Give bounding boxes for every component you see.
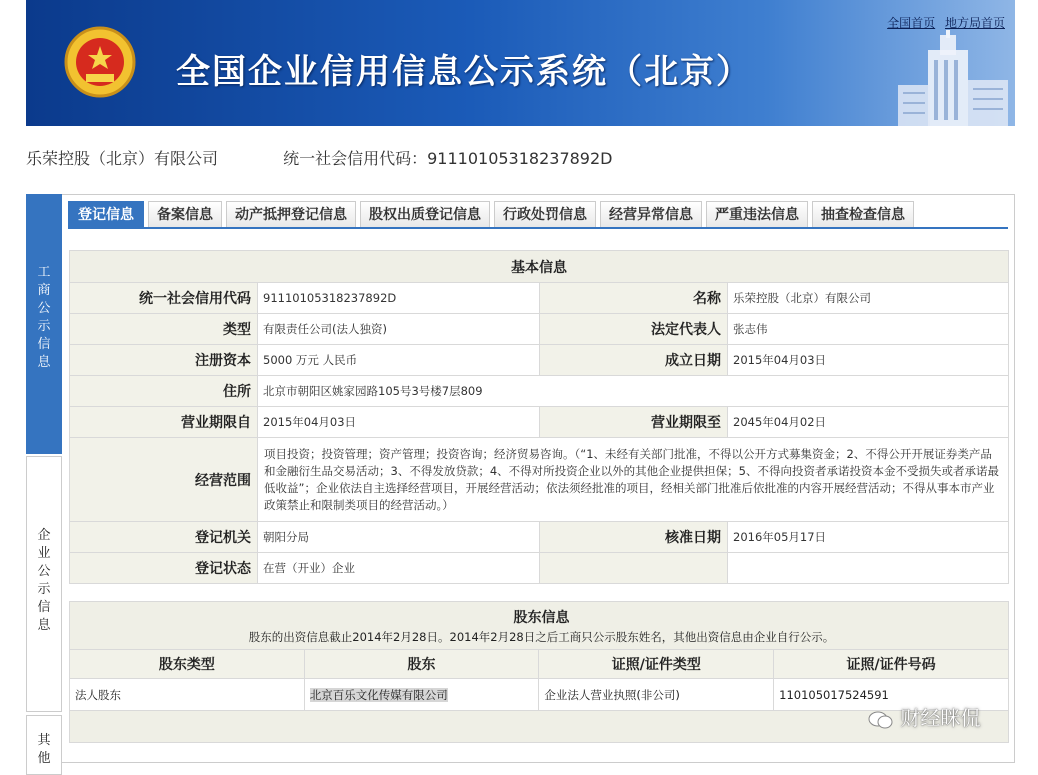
shareholder-note: 股东的出资信息截止2014年2月28日。2014年2月28日之后工商只公示股东姓名，其他出资信息由企业自行公示。 <box>248 629 835 644</box>
tab-filing[interactable]: 备案信息 <box>148 201 222 227</box>
company-name: 乐荣控股（北京）有限公司 <box>26 149 219 168</box>
founded-value: 2015年04月03日 <box>728 345 1009 376</box>
shareholder-type: 法人股东 <box>70 679 305 711</box>
company-credit-code: 统一社会信用代码：91110105318237892D <box>283 149 613 168</box>
credit-code-label: 统一社会信用代码 <box>70 283 258 314</box>
term-from-value: 2015年04月03日 <box>258 407 540 438</box>
tab-bar <box>68 201 1008 229</box>
credit-code-value: 91110105318237892D <box>258 283 540 314</box>
side-nav-enterprise-info[interactable]: 企 业 公 示 信 息 <box>26 456 62 712</box>
address-label: 住所 <box>70 376 258 407</box>
legal-rep-label: 法定代表人 <box>540 314 728 345</box>
building-icon <box>888 30 1015 126</box>
wechat-icon <box>868 710 894 730</box>
type-label: 类型 <box>70 314 258 345</box>
founded-label: 成立日期 <box>540 345 728 376</box>
scope-label: 经营范围 <box>70 438 258 522</box>
authority-value: 朝阳分局 <box>258 522 540 553</box>
shareholder-name-text: 北京百乐文化传媒有限公司 <box>309 687 448 702</box>
basic-info-title: 基本信息 <box>70 251 1009 283</box>
tab-registration[interactable]: 登记信息 <box>68 201 144 227</box>
scope-value: 项目投资；投资管理；资产管理；投资咨询；经济贸易咨询。（“1、未经有关部门批准，不得以公开方式募集资金；2、不得公开开展证券类产品和金融衍生品交易活动；3、不得发放贷款；4、不得对所投资企业以外的其他企业提供担保；5、不得向投资者承诺投资本金不受损失或者承诺最低收益”；企业依法自主选择经营项目，开展经营活动；依法须经批准的项目，经相关部门批准后依批准的内容开展经营活动；不得从事本市产业政策禁止和限制类项目的经营活动。） <box>258 438 1009 522</box>
basic-info-table <box>69 250 1009 584</box>
name-value: 乐荣控股（北京）有限公司 <box>728 283 1009 314</box>
company-summary <box>26 146 613 169</box>
legal-rep-value: 张志伟 <box>728 314 1009 345</box>
term-to-value: 2045年04月02日 <box>728 407 1009 438</box>
status-value: 在营（开业）企业 <box>258 553 540 584</box>
shareholder-name[interactable] <box>304 679 539 711</box>
tab-movable-mortgage[interactable]: 动产抵押登记信息 <box>226 201 356 227</box>
empty-value <box>728 553 1009 584</box>
approve-date-value: 2016年05月17日 <box>728 522 1009 553</box>
shareholder-header <box>70 602 1009 650</box>
empty-label <box>540 553 728 584</box>
capital-value: 5000 万元 人民币 <box>258 345 540 376</box>
national-emblem-icon <box>62 24 138 100</box>
column-header: 股东类型 <box>70 650 305 679</box>
watermark <box>868 702 980 731</box>
license-number: 110105017524591 <box>774 679 1009 711</box>
column-header: 股东 <box>304 650 539 679</box>
status-label: 登记状态 <box>70 553 258 584</box>
column-header: 证照/证件号码 <box>774 650 1009 679</box>
address-value: 北京市朝阳区姚家园路105号3号楼7层809 <box>258 376 1009 407</box>
type-value: 有限责任公司(法人独资) <box>258 314 540 345</box>
header-banner <box>26 0 1015 126</box>
term-from-label: 营业期限自 <box>70 407 258 438</box>
approve-date-label: 核准日期 <box>540 522 728 553</box>
name-label: 名称 <box>540 283 728 314</box>
tab-equity-pledge[interactable]: 股权出质登记信息 <box>360 201 490 227</box>
tab-abnormal-operation[interactable]: 经营异常信息 <box>600 201 702 227</box>
column-header: 证照/证件类型 <box>539 650 774 679</box>
side-nav-business-info[interactable]: 工 商 公 示 信 息 <box>26 194 62 454</box>
side-nav-other-info[interactable]: 其 他 <box>26 715 62 775</box>
national-home-link[interactable]: 全国首页 <box>887 16 936 30</box>
page-title: 全国企业信用信息公示系统（北京） <box>176 52 752 92</box>
tab-serious-violation[interactable]: 严重违法信息 <box>706 201 808 227</box>
top-links <box>881 14 1005 31</box>
tab-inspection[interactable]: 抽查检查信息 <box>812 201 914 227</box>
side-nav <box>26 194 62 766</box>
term-to-label: 营业期限至 <box>540 407 728 438</box>
authority-label: 登记机关 <box>70 522 258 553</box>
local-home-link[interactable]: 地方局首页 <box>944 16 1005 30</box>
capital-label: 注册资本 <box>70 345 258 376</box>
license-type: 企业法人营业执照(非公司) <box>539 679 774 711</box>
tab-admin-penalty[interactable]: 行政处罚信息 <box>494 201 596 227</box>
shareholder-title: 股东信息 <box>513 609 570 626</box>
watermark-text: 财经眯侃 <box>900 706 981 730</box>
